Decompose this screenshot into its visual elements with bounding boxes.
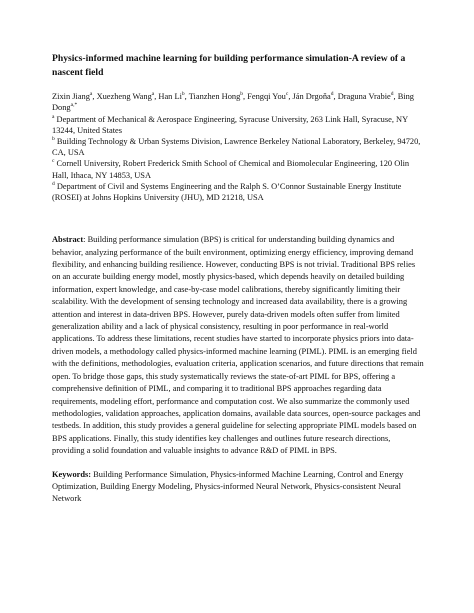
keywords-label: Keywords: [52, 469, 92, 479]
paper-page [52, 52, 424, 506]
keywords [52, 469, 424, 506]
affiliation-d: $^d$ Department of Civil and Systems Engineering and the Ralph S. O’Connor Sustainable Energy Institute (ROSEI) at Johns Hopkins University (JHU), MD 21218, USA [52, 181, 402, 203]
author: Zixin Jiang$^a$, [52, 91, 97, 102]
author: Xuezheng Wang$^a$, [96, 91, 159, 102]
keywords-text: Building Performance Simulation, Physics-informed Machine Learning, Control and Energy Optimization, Building Energy Modeling, Physics-informed Neural Network, Physics-consistent Neural Network [52, 469, 404, 504]
author: Tianzhen Hong$^b$, [188, 91, 248, 102]
affiliation-a: $^a$ Department of Mechanical & Aerospace Engineering, Syracuse University, 263 Link Hall, Syracuse, NY 13244, United States [52, 113, 408, 135]
abstract [52, 234, 424, 457]
abstract-label: Abstract [52, 235, 84, 245]
author-list [52, 91, 424, 113]
author: Draguna Vrabie$^d$, [337, 91, 398, 102]
affiliation-b: $^b$ Building Technology & Urban Systems Division, Lawrence Berkeley National Laboratory, Berkeley, 94720, CA, USA [52, 136, 421, 158]
affiliation-c: $^c$ Cornell University, Robert Frederick Smith School of Chemical and Biomolecular Engineering, 120 Olin Hall, Ithaca, NY 14853, USA [52, 158, 410, 180]
author: Han Li$^b$, [158, 91, 189, 102]
author: Fengqi You$^c$, [247, 91, 293, 102]
paper-title: Physics-informed machine learning for building performance simulation-A review of a nascent field [52, 53, 406, 78]
author: Bing Dong$^{a,*}$ [52, 92, 414, 113]
abstract-text: : Building performance simulation (BPS) is critical for understanding building dynamics and behavior, analyzing performance of the built environment, optimizing energy efficiency, improving demand flexibility, and enhancing building resilience. However, conducting BPS is not trivial. Traditional BPS relies on an accurate building energy model, mostly physics-based, which depends heavily on detailed building information, expert knowledge, and case-by-case model calibrations, thereby significantly limiting their scalability. With the development of sensing technology and increased data availability, there is a growing attention and interest in data-driven BPS. However, purely data-driven models often suffer from limited generalization ability and a lack of physical consistency, resulting in poor performance in real-world applications. To address these limitations, recent studies have started to incorporate physics priors into data-driven models, a methodology called physics-informed machine learning (PIML). PIML is an emerging field with the definitions, methodologies, evaluation criteria, application scenarios, and future directions that remain open. To bridge those gaps, this study systematically reviews the state-of-art PIML for BPS, offering a comprehensive definition of PIML, and comparing it to traditional BPS approaches regarding data requirements, modeling effort, performance and computation cost. We also summarize the commonly used methodologies, validation approaches, application domains, available data sources, open-source packages and testbeds. In addition, this study provides a general guideline for selecting appropriate PIML models based on BPS applications. Finally, this study identifies key challenges and outlines future research directions, providing a solid foundation and valuable insights to advance R&D of PIML in BPS. [52, 235, 424, 456]
author: Ján Drgoňa$^d$, [292, 91, 338, 102]
